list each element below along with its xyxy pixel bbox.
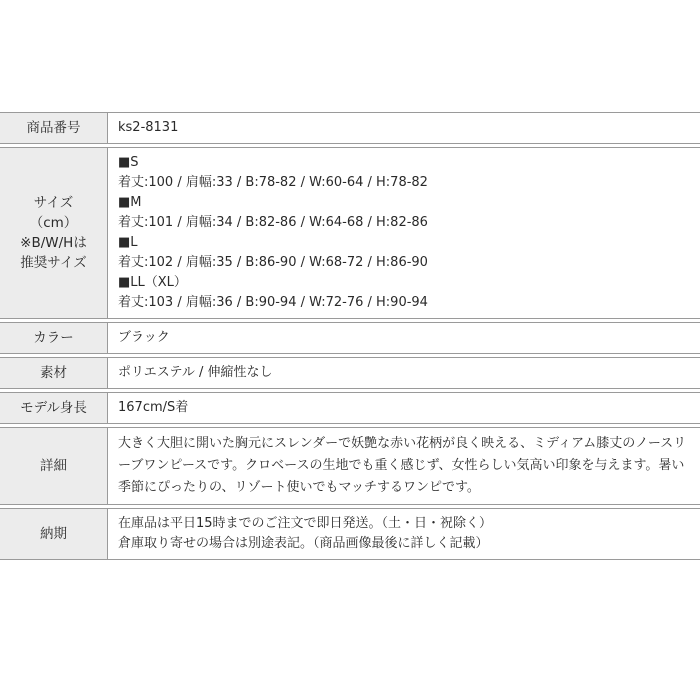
delivery-line: 在庫品は平日15時までのご注文で即日発送。（土・日・祝除く） xyxy=(118,516,493,531)
spec-label-color: カラー xyxy=(0,322,108,354)
size-name: ■LL（XL） xyxy=(118,275,187,290)
spec-label-material: 素材 xyxy=(0,357,108,389)
size-group-s xyxy=(118,153,692,193)
spec-row-size xyxy=(0,147,700,319)
spec-value-material: ポリエステル / 伸縮性なし xyxy=(108,357,700,389)
spec-label-model-height: モデル身長 xyxy=(0,392,108,424)
spec-row-product-number xyxy=(0,112,700,144)
spec-value-details xyxy=(108,427,700,505)
size-measurements: 着丈:103 / 肩幅:36 / B:90-94 / W:72-76 / H:90-94 xyxy=(118,295,428,310)
spec-row-model-height xyxy=(0,392,700,424)
size-label-line: サイズ xyxy=(33,195,74,211)
spec-value-product-number: ks2-8131 xyxy=(108,112,700,144)
spec-label-product-number: 商品番号 xyxy=(0,112,108,144)
size-group-ll xyxy=(118,273,692,313)
spec-label-details: 詳細 xyxy=(0,427,108,505)
details-text: 大きく大胆に開いた胸元にスレンダーで妖艶な赤い花柄が良く映える、ミディアム膝丈のノースリーブワンピースです。クロベースの生地でも重く感じず、女性らしい気高い印象を与えます。暑い季節にぴったりの、リゾート使いでもマッチするワンピです。 xyxy=(118,436,687,495)
size-name: ■L xyxy=(118,235,138,250)
spec-value-color: ブラック xyxy=(108,322,700,354)
size-label-line: 推奨サイズ xyxy=(20,255,87,271)
spec-row-material xyxy=(0,357,700,389)
size-measurements: 着丈:102 / 肩幅:35 / B:86-90 / W:68-72 / H:86-90 xyxy=(118,255,428,270)
size-measurements: 着丈:101 / 肩幅:34 / B:82-86 / W:64-68 / H:82-86 xyxy=(118,215,428,230)
spec-row-delivery xyxy=(0,508,700,560)
product-spec-table xyxy=(0,109,700,563)
size-label-line: ※B/W/Hは xyxy=(20,235,87,251)
spec-label-delivery: 納期 xyxy=(0,508,108,560)
size-label-line: （cm） xyxy=(29,215,78,231)
size-name: ■M xyxy=(118,195,142,210)
spec-row-details xyxy=(0,427,700,505)
size-measurements: 着丈:100 / 肩幅:33 / B:78-82 / W:60-64 / H:78-82 xyxy=(118,175,428,190)
size-name: ■S xyxy=(118,155,139,170)
spec-row-color xyxy=(0,322,700,354)
spec-value-size xyxy=(108,147,700,319)
spec-label-size xyxy=(0,147,108,319)
size-group-m xyxy=(118,193,692,233)
spec-value-delivery xyxy=(108,508,700,560)
size-group-l xyxy=(118,233,692,273)
delivery-line: 倉庫取り寄せの場合は別途表記。（商品画像最後に詳しく記載） xyxy=(118,536,489,551)
spec-value-model-height: 167cm/S着 xyxy=(108,392,700,424)
